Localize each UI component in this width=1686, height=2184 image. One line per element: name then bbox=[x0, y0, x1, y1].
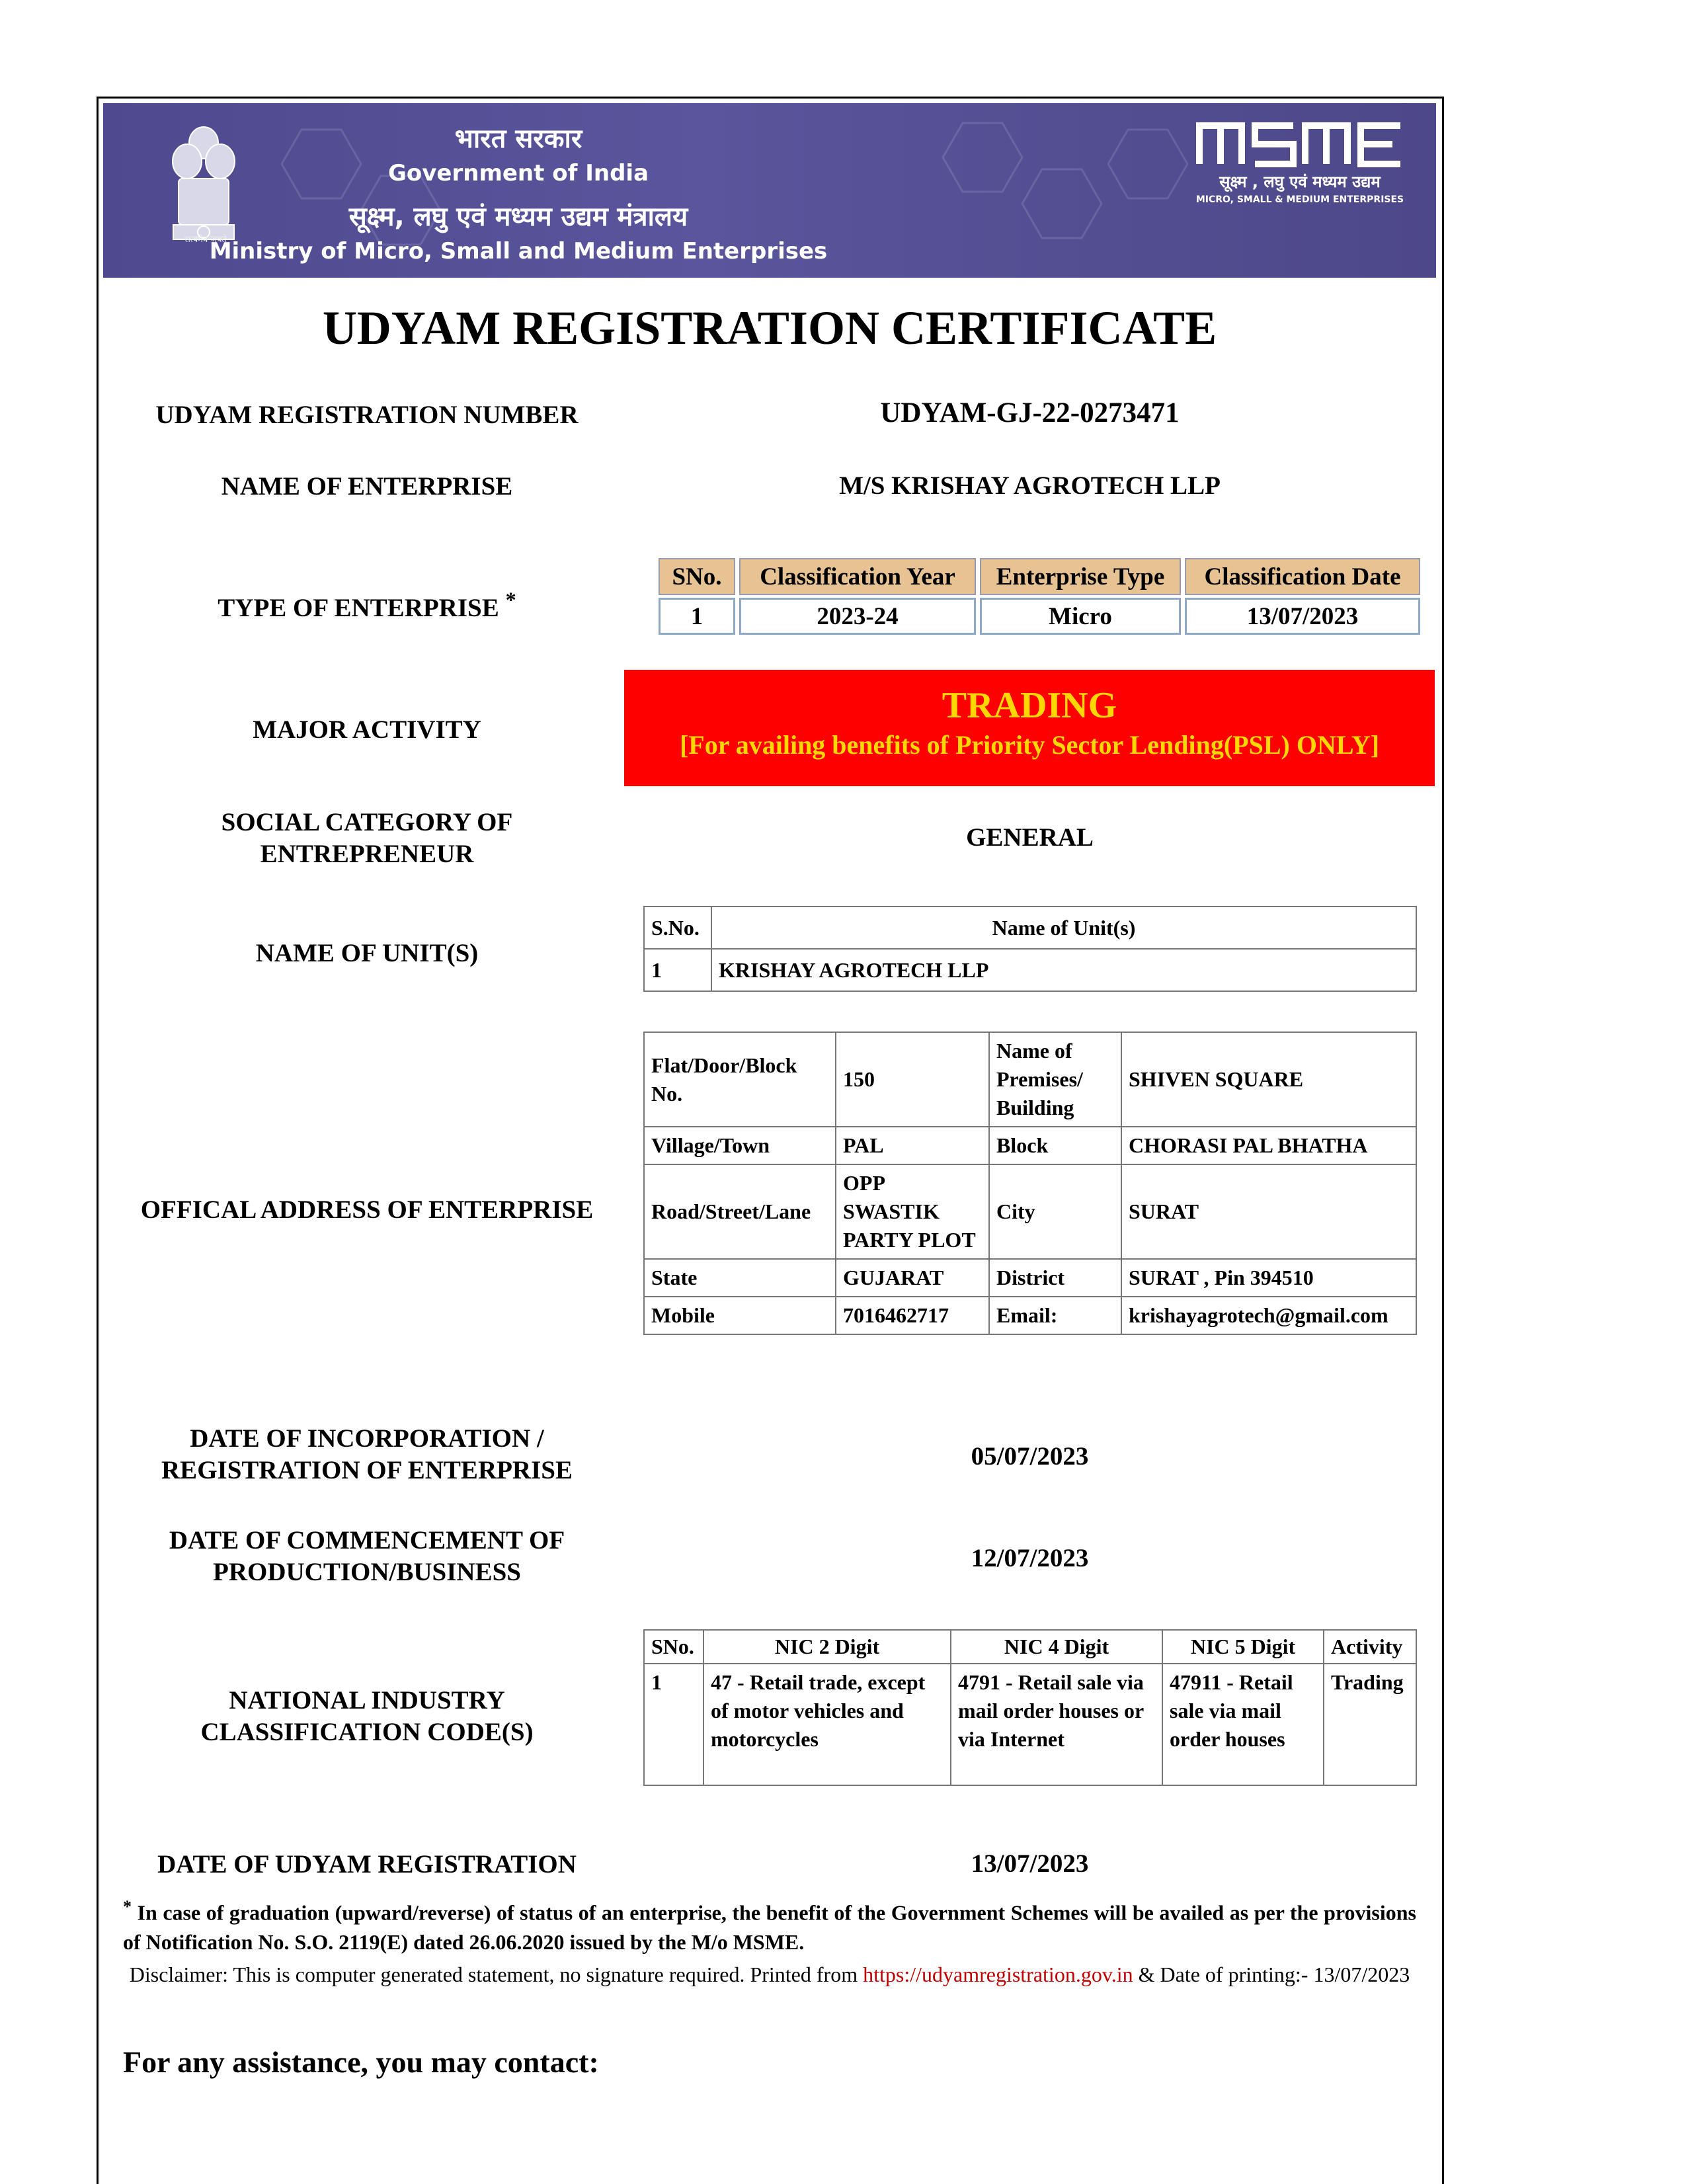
table-cell: 47911 - Retail sale via mail order houses bbox=[1162, 1664, 1324, 1785]
commencement-date-value: 12/07/2023 bbox=[971, 1544, 1089, 1572]
table-row bbox=[644, 1127, 1416, 1164]
enterprise-name-value: M/S KRISHAY AGROTECH LLP bbox=[839, 471, 1221, 500]
social-category-label: SOCIAL CATEGORY OF ENTREPRENEUR bbox=[221, 808, 513, 868]
major-activity-value: TRADING bbox=[942, 685, 1117, 726]
major-activity-box bbox=[624, 670, 1435, 786]
table-header: Classification Date bbox=[1185, 558, 1420, 595]
table-cell: KRISHAY AGROTECH LLP bbox=[711, 949, 1416, 991]
msme-hindi-text: सूक्ष्म , लघु एवं मध्यम उद्यम bbox=[1219, 173, 1381, 191]
banner-government-of-india: Government of India bbox=[387, 160, 649, 186]
table-cell: Name of Premises/ Building bbox=[989, 1032, 1121, 1127]
table-cell: 47 - Retail trade, except of motor vehicles and motorcycles bbox=[703, 1664, 951, 1785]
address-table bbox=[643, 1031, 1417, 1335]
table-row bbox=[644, 1664, 1416, 1785]
assistance-heading: For any assistance, you may contact: bbox=[123, 2045, 599, 2079]
table-cell: 13/07/2023 bbox=[1185, 598, 1420, 635]
table-cell: District bbox=[989, 1259, 1121, 1297]
table-row bbox=[644, 1259, 1416, 1297]
table-cell: GUJARAT bbox=[836, 1259, 989, 1297]
table-header: NIC 2 Digit bbox=[703, 1630, 951, 1664]
official-address-label: OFFICAL ADDRESS OF ENTERPRISE bbox=[140, 1195, 594, 1224]
table-cell: 1 bbox=[659, 598, 735, 635]
certificate-title: UDYAM REGISTRATION CERTIFICATE bbox=[322, 302, 1217, 354]
footnote: * In case of graduation (upward/reverse) of status of an enterprise, the benefit of the Government Schemes will be availed as per the provisions of Notification No. S.O. 2119(E) dated 26.06.2020 issued by the M/o MSME. bbox=[123, 1897, 1416, 1954]
table-cell: Road/Street/Lane bbox=[644, 1164, 836, 1259]
nic-code-label: NATIONAL INDUSTRY CLASSIFICATION CODE(S) bbox=[200, 1686, 534, 1746]
asterisk-mark: * bbox=[123, 1897, 132, 1916]
table-row bbox=[644, 1032, 1416, 1127]
table-header: Enterprise Type bbox=[980, 558, 1181, 595]
email-value: krishayagrotech@gmail.com bbox=[1121, 1297, 1416, 1334]
table-row bbox=[644, 949, 1416, 991]
table-header: NIC 5 Digit bbox=[1162, 1630, 1324, 1664]
table-cell: CHORASI PAL BHATHA bbox=[1121, 1127, 1416, 1164]
table-cell: City bbox=[989, 1164, 1121, 1259]
table-row bbox=[644, 1164, 1416, 1259]
major-activity-note: [For availing benefits of Priority Sector Lending(PSL) ONLY] bbox=[679, 730, 1380, 760]
table-cell: Flat/Door/Block No. bbox=[644, 1032, 836, 1127]
table-cell: SHIVEN SQUARE bbox=[1121, 1032, 1416, 1127]
social-category-value: GENERAL bbox=[966, 823, 1094, 852]
incorporation-date-value: 05/07/2023 bbox=[971, 1442, 1089, 1471]
table-cell: Village/Town bbox=[644, 1127, 836, 1164]
commencement-date-label: DATE OF COMMENCEMENT OF PRODUCTION/BUSINESS bbox=[169, 1526, 565, 1586]
major-activity-label: MAJOR ACTIVITY bbox=[253, 715, 481, 744]
table-cell: 2023-24 bbox=[739, 598, 976, 635]
table-header: SNo. bbox=[644, 1630, 703, 1664]
header-banner bbox=[103, 103, 1436, 278]
classification-table bbox=[655, 555, 1424, 637]
table-cell: Block bbox=[989, 1127, 1121, 1164]
enterprise-type-label: TYPE OF ENTERPRISE * bbox=[218, 588, 516, 622]
nic-table bbox=[643, 1629, 1417, 1786]
table-cell: 7016462717 bbox=[836, 1297, 989, 1334]
table-header: S.No. bbox=[644, 907, 711, 949]
table-header: Classification Year bbox=[739, 558, 976, 595]
udyam-registration-date-label: DATE OF UDYAM REGISTRATION bbox=[157, 1850, 577, 1879]
registration-number-value: UDYAM-GJ-22-0273471 bbox=[880, 397, 1180, 428]
table-row bbox=[644, 1297, 1416, 1334]
table-cell: Trading bbox=[1324, 1664, 1416, 1785]
table-cell: 1 bbox=[644, 949, 711, 991]
table-cell: PAL bbox=[836, 1127, 989, 1164]
banner-hindi-ministry: सूक्ष्म, लघु एवं मध्यम उद्यम मंत्रालय bbox=[348, 202, 688, 232]
udyam-registration-date-value: 13/07/2023 bbox=[971, 1849, 1089, 1878]
table-header: Activity bbox=[1324, 1630, 1416, 1664]
table-cell: SURAT bbox=[1121, 1164, 1416, 1259]
table-cell: 150 bbox=[836, 1032, 989, 1127]
units-table bbox=[643, 906, 1417, 992]
table-header: NIC 4 Digit bbox=[951, 1630, 1162, 1664]
table-cell: State bbox=[644, 1259, 836, 1297]
table-cell: 4791 - Retail sale via mail order houses or via Internet bbox=[951, 1664, 1162, 1785]
emblem-caption: सत्यमेव जयते bbox=[184, 235, 227, 245]
table-cell: SURAT , Pin 394510 bbox=[1121, 1259, 1416, 1297]
table-cell: Mobile bbox=[644, 1297, 836, 1334]
table-cell: OPP SWASTIK PARTY PLOT bbox=[836, 1164, 989, 1259]
table-row bbox=[659, 598, 1420, 635]
unit-names-label: NAME OF UNIT(S) bbox=[255, 939, 479, 967]
incorporation-date-label: DATE OF INCORPORATION / REGISTRATION OF ENTERPRISE bbox=[161, 1424, 573, 1484]
banner-ministry: Ministry of Micro, Small and Medium Enterprises bbox=[209, 238, 828, 264]
table-header: Name of Unit(s) bbox=[711, 907, 1416, 949]
table-header: SNo. bbox=[659, 558, 735, 595]
table-cell: Micro bbox=[980, 598, 1181, 635]
msme-english-text: MICRO, SMALL & MEDIUM ENTERPRISES bbox=[1195, 194, 1404, 205]
registration-number-label: UDYAM REGISTRATION NUMBER bbox=[155, 401, 579, 429]
asterisk-mark: * bbox=[505, 588, 516, 612]
table-cell: Email: bbox=[989, 1297, 1121, 1334]
enterprise-name-label: NAME OF ENTERPRISE bbox=[221, 472, 513, 501]
table-cell: 1 bbox=[644, 1664, 703, 1785]
disclaimer: Disclaimer: This is computer generated statement, no signature required. Printed from https://udyamregistration.gov.in & Date of printing:- 13/07/2023 bbox=[129, 1962, 1410, 1986]
udyam-website-link[interactable]: https://udyamregistration.gov.in bbox=[863, 1962, 1133, 1986]
banner-hindi-government: भारत सरकार bbox=[454, 124, 582, 154]
msme-logo-icon bbox=[1194, 118, 1406, 171]
